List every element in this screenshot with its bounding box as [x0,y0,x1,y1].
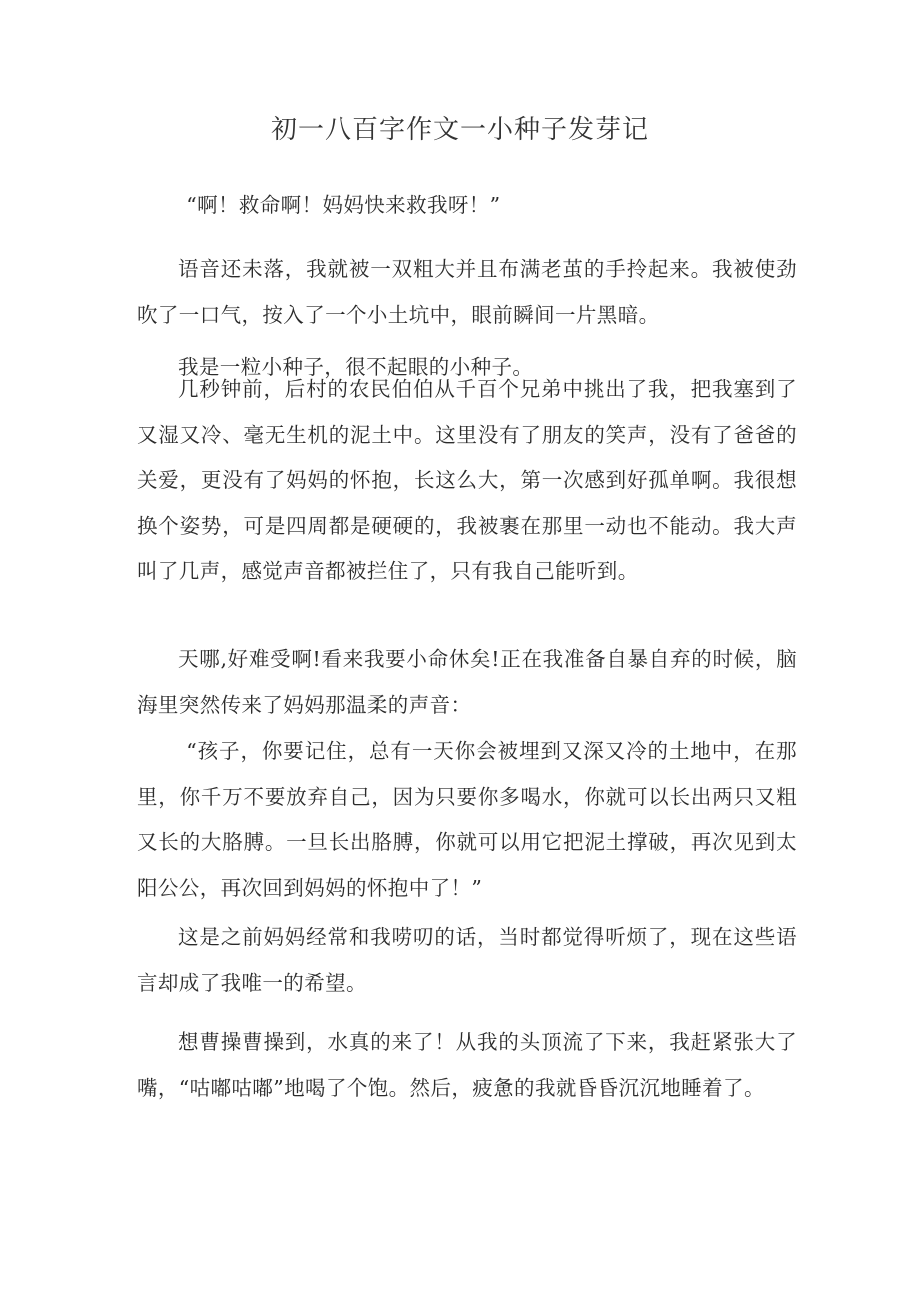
paragraph-6: “孩子，你要记住，总有一天你会被埋到又深又冷的土地中，在那里，你千万不要放弃自己，因为只要你多喝水，你就可以长出两只又粗又长的大胳膊。一旦长出胳膊，你就可以用它把泥土撑破，再次见到太阳公公，再次回到妈妈的怀抱中了！” [137,739,797,900]
paragraph-4: 几秒钟前，后村的农民伯伯从千百个兄弟中挑出了我，把我塞到了又湿又冷、毫无生机的泥土中。这里没有了朋友的笑声，没有了爸爸的关爱，更没有了妈妈的怀抱，长这么大，第一次感到好孤单啊。我很想换个姿势，可是四周都是硬硬的，我被裹在那里一动也不能动。我大声叫了几声，感觉声音都被拦住了，只有我自己能听到。 [137,377,797,584]
document-title: 初一八百字作文一小种子发芽记 [270,115,649,145]
paragraph-5: 天哪,好难受啊!看来我要小命休矣!正在我准备自暴自弃的时候，脑海里突然传来了妈妈那温柔的声音： [137,647,797,717]
paragraph-2: 语音还未落，我就被一双粗大并且布满老茧的手拎起来。我被使劲吹了一口气，按入了一个小土坑中，眼前瞬间一片黑暗。 [137,257,797,327]
paragraph-3: 我是一粒小种子，很不起眼的小种子。 [178,355,534,379]
paragraph-7: 这是之前妈妈经常和我唠叨的话，当时都觉得听烦了，现在这些语言却成了我唯一的希望。 [137,925,797,995]
paragraph-1: “啊！救命啊！妈妈快来救我呀！” [186,193,501,217]
paragraph-8: 想曹操曹操到，水真的来了！从我的头顶流了下来，我赶紧张大了嘴，“咕嘟咕嘟”地喝了个饱。然后，疲惫的我就昏昏沉沉地睡着了。 [137,1030,797,1100]
